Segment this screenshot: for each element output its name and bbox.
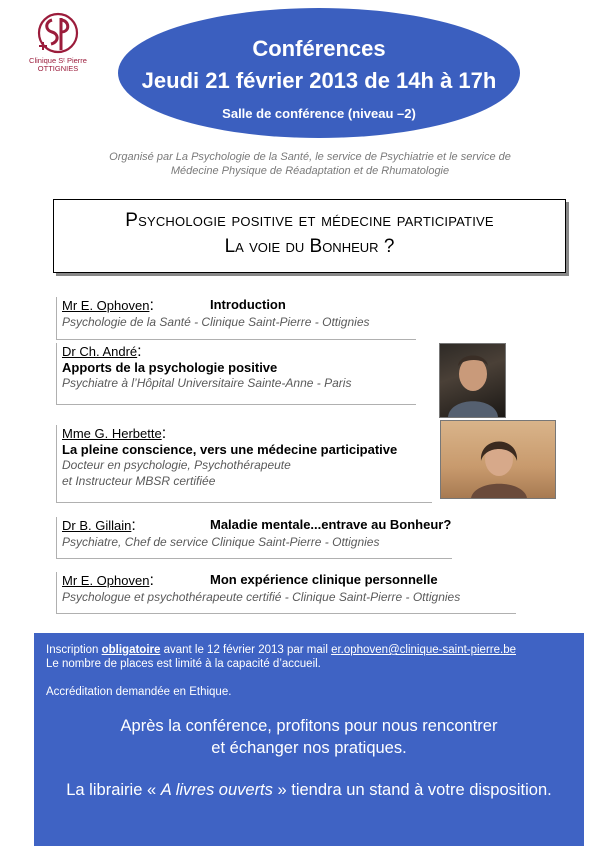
speaker-colon: : bbox=[131, 517, 136, 534]
speaker-affiliation: Psychologie de la Santé - Clinique Saint-Pierre - Ottignies bbox=[62, 315, 370, 329]
after-conference-line1: Après la conférence, profitons pour nous rencontrer bbox=[120, 717, 498, 735]
inscription-prefix: Inscription bbox=[46, 644, 102, 656]
clinic-logo-icon bbox=[35, 10, 81, 56]
header-date: Jeudi 21 février 2013 de 14h à 17h bbox=[141, 68, 497, 93]
speaker-block bbox=[56, 517, 452, 559]
portrait-icon bbox=[441, 421, 555, 498]
speaker-topic: Apports de la psychologie positive bbox=[62, 360, 278, 375]
title-box bbox=[53, 199, 566, 273]
speaker-topic: La pleine conscience, vers une médecine participative bbox=[62, 442, 398, 457]
library-suffix: » tiendra un stand à votre disposition. bbox=[272, 781, 552, 799]
library-text bbox=[46, 781, 572, 800]
speaker-topic: Introduction bbox=[210, 297, 286, 312]
clinic-logo bbox=[18, 10, 98, 80]
header-title: Conférences bbox=[252, 36, 386, 61]
speaker-colon: : bbox=[137, 343, 142, 360]
speaker-colon: : bbox=[149, 297, 154, 314]
speaker-affiliation: et Instructeur MBSR certifiée bbox=[62, 474, 216, 488]
accreditation-text: Accréditation demandée en Ethique. bbox=[46, 686, 232, 698]
speaker-block bbox=[56, 343, 416, 405]
inscription-text bbox=[46, 643, 572, 657]
speaker-photo-andre bbox=[439, 343, 506, 418]
places-text: Le nombre de places est limité à la capacité d’accueil. bbox=[46, 658, 321, 670]
speaker-name: Dr B. Gillain bbox=[62, 518, 132, 533]
library-name: A livres ouverts bbox=[160, 781, 273, 799]
speaker-topic: Maladie mentale...entrave au Bonheur? bbox=[210, 517, 452, 532]
speaker-name: Mr E. Ophoven bbox=[62, 573, 150, 588]
info-box bbox=[34, 633, 584, 846]
organizer-text: Organisé par La Psychologie de la Santé, le service de Psychiatrie et le service de Médecine Physique de Réadaptation et de Rhumatologie bbox=[109, 151, 511, 177]
inscription-middle: avant le 12 février 2013 par mail bbox=[160, 644, 332, 656]
clinic-name: Clinique Sᵗ Pierre bbox=[29, 56, 87, 65]
speaker-block bbox=[56, 297, 416, 340]
speaker-affiliation: Psychologue et psychothérapeute certifié - Clinique Saint-Pierre - Ottignies bbox=[62, 590, 461, 604]
inscription-mandatory: obligatoire bbox=[101, 644, 161, 656]
after-conference-line2: et échanger nos pratiques. bbox=[211, 739, 407, 757]
title-line2: La voie du Bonheur ? bbox=[224, 236, 395, 257]
speaker-affiliation: Psychiatre à l’Hôpital Universitaire Sainte-Anne - Paris bbox=[62, 376, 352, 390]
speaker-affiliation: Psychiatre, Chef de service Clinique Saint-Pierre - Ottignies bbox=[62, 535, 380, 549]
speaker-name: Mr E. Ophoven bbox=[62, 298, 150, 313]
portrait-icon bbox=[440, 344, 505, 417]
speaker-colon: : bbox=[149, 572, 154, 589]
clinic-city: OTTIGNIES bbox=[37, 64, 79, 73]
speaker-name: Dr Ch. André bbox=[62, 344, 138, 359]
title-line1: Psychologie positive et médecine participative bbox=[125, 210, 494, 231]
contact-email-link[interactable]: er.ophoven@clinique-saint-pierre.be bbox=[331, 644, 516, 656]
speaker-colon: : bbox=[161, 425, 167, 442]
header-room: Salle de conférence (niveau –2) bbox=[222, 106, 416, 121]
header-ellipse bbox=[118, 8, 520, 138]
speaker-photo-herbette bbox=[440, 420, 556, 499]
speaker-block bbox=[56, 572, 516, 614]
library-prefix: La librairie « bbox=[66, 781, 161, 799]
speaker-topic: Mon expérience clinique personnelle bbox=[210, 572, 438, 587]
speaker-name: Mme G. Herbette bbox=[62, 426, 162, 441]
speaker-block bbox=[56, 425, 432, 503]
speaker-affiliation: Docteur en psychologie, Psychothérapeute bbox=[62, 458, 291, 472]
